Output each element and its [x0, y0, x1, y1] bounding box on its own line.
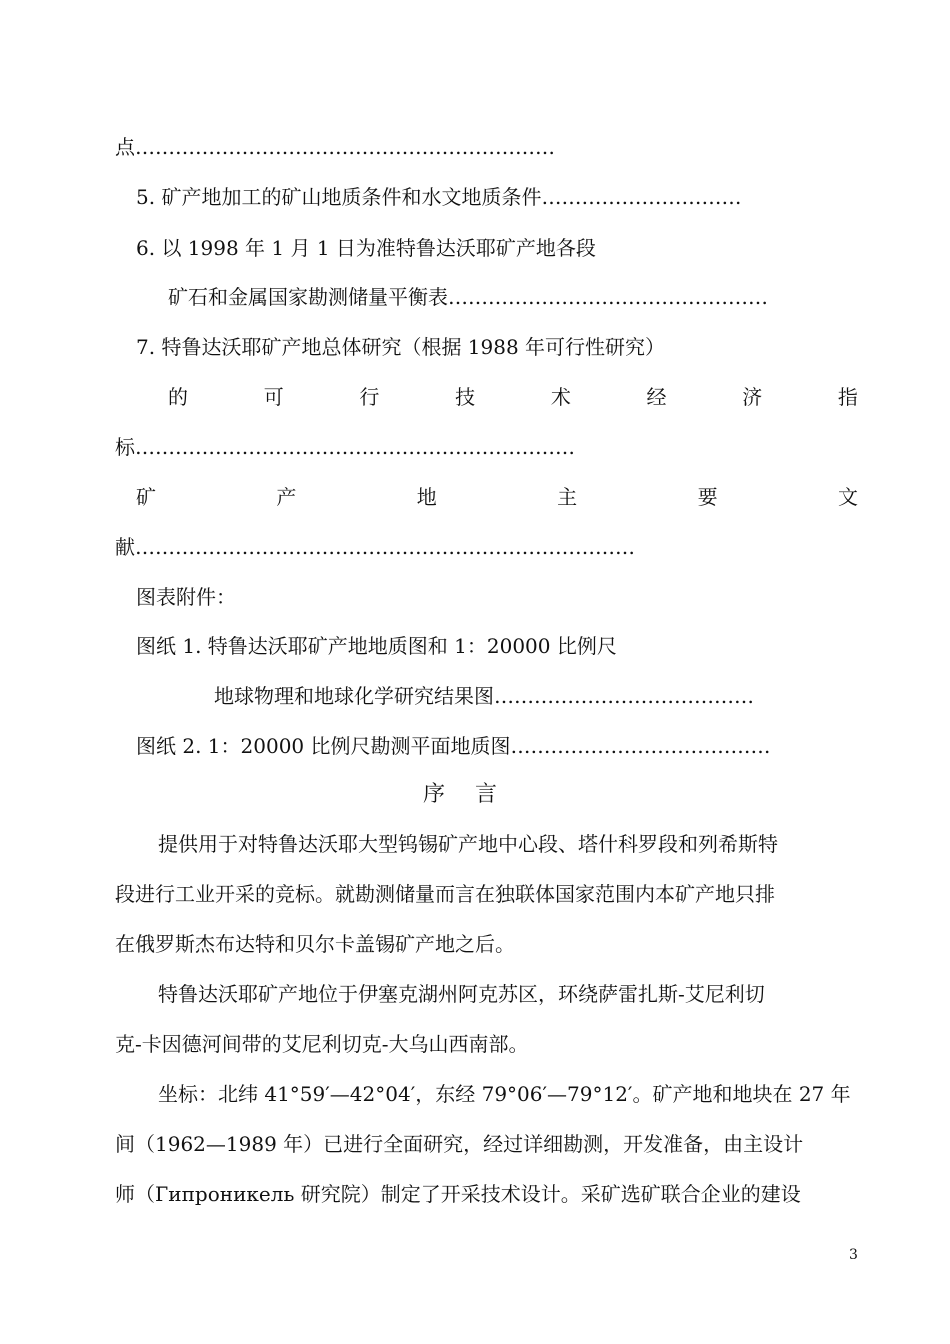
drawing1-line2: 地球物理和地球化学研究结果图…………………………………: [214, 684, 754, 708]
toc-item7-char: 经: [646, 385, 667, 409]
toc-literature-char: 地: [416, 485, 437, 509]
preface-heading: 序言: [422, 782, 527, 807]
preface-paragraph-1-line-3: 在俄罗斯杰布达特和贝尔卡盖锡矿产地之后。: [115, 932, 515, 956]
toc-item7-char: 济: [742, 385, 763, 409]
toc-item5: 5. 矿产地加工的矿山地质条件和水文地质条件…………………………: [136, 185, 742, 209]
toc-item7-char: 指: [837, 385, 858, 409]
toc-literature-char: 矿: [136, 485, 156, 509]
preface-paragraph-2-line-1: 特鲁达沃耶矿产地位于伊塞克湖州阿克苏区，环绕萨雷扎斯-艾尼利切: [158, 982, 765, 1006]
toc-literature-tail: 献…………………………………………………………………: [115, 535, 635, 559]
toc-item7-char: 的: [168, 385, 188, 409]
toc-literature-char: 产: [276, 485, 297, 509]
preface-paragraph-3-line-2: 间（1962—1989 年）已进行全面研究，经过详细勘测，开发准备，由主设计: [115, 1132, 804, 1156]
preface-paragraph-3-line-1: 坐标：北纬 41°59′—42°04′，东经 79°06′—79°12′。矿产地和地块在 27 年: [158, 1082, 851, 1106]
toc-item7-spread-line: [168, 383, 858, 411]
toc-literature-char: 要: [697, 485, 718, 509]
toc-literature-char: 文: [837, 485, 858, 509]
preface-paragraph-3-line-3: 师（Гипроникель 研究院）制定了开采技术设计。采矿选矿联合企业的建设: [115, 1182, 801, 1206]
toc-item6-line2: 矿石和金属国家勘测储量平衡表…………………………………………: [168, 285, 768, 309]
toc-item7-char: 行: [359, 385, 380, 409]
toc-item6-line1: 6. 以 1998 年 1 月 1 日为准特鲁达沃耶矿产地各段: [136, 236, 596, 260]
toc-literature-spread-line: [136, 483, 858, 511]
toc-item7-char: 可: [263, 385, 284, 409]
toc-item4-tail: 点………………………………………………………: [115, 135, 555, 159]
page-number: 3: [849, 1247, 858, 1263]
appendix-label: 图表附件：: [136, 585, 236, 609]
toc-item7-tail: 标…………………………………………………………: [115, 435, 575, 459]
toc-item7-char: 术: [550, 385, 571, 409]
drawing1-line1: 图纸 1. 特鲁达沃耶矿产地地质图和 1：20000 比例尺: [136, 634, 617, 658]
preface-paragraph-1-line-1: 提供用于对特鲁达沃耶大型钨锡矿产地中心段、塔什科罗段和列希斯特: [158, 832, 778, 856]
drawing2: 图纸 2. 1：20000 比例尺勘测平面地质图…………………………………: [136, 734, 771, 758]
toc-item7-line1: 7. 特鲁达沃耶矿产地总体研究（根据 1988 年可行性研究）: [136, 335, 666, 359]
preface-paragraph-2-line-2: 克-卡因德河间带的艾尼利切克-大乌山西南部。: [115, 1032, 529, 1056]
toc-item7-char: 技: [455, 385, 476, 409]
preface-paragraph-1-line-2: 段进行工业开采的竞标。就勘测储量而言在独联体国家范围内本矿产地只排: [115, 882, 775, 906]
toc-literature-char: 主: [557, 485, 578, 509]
